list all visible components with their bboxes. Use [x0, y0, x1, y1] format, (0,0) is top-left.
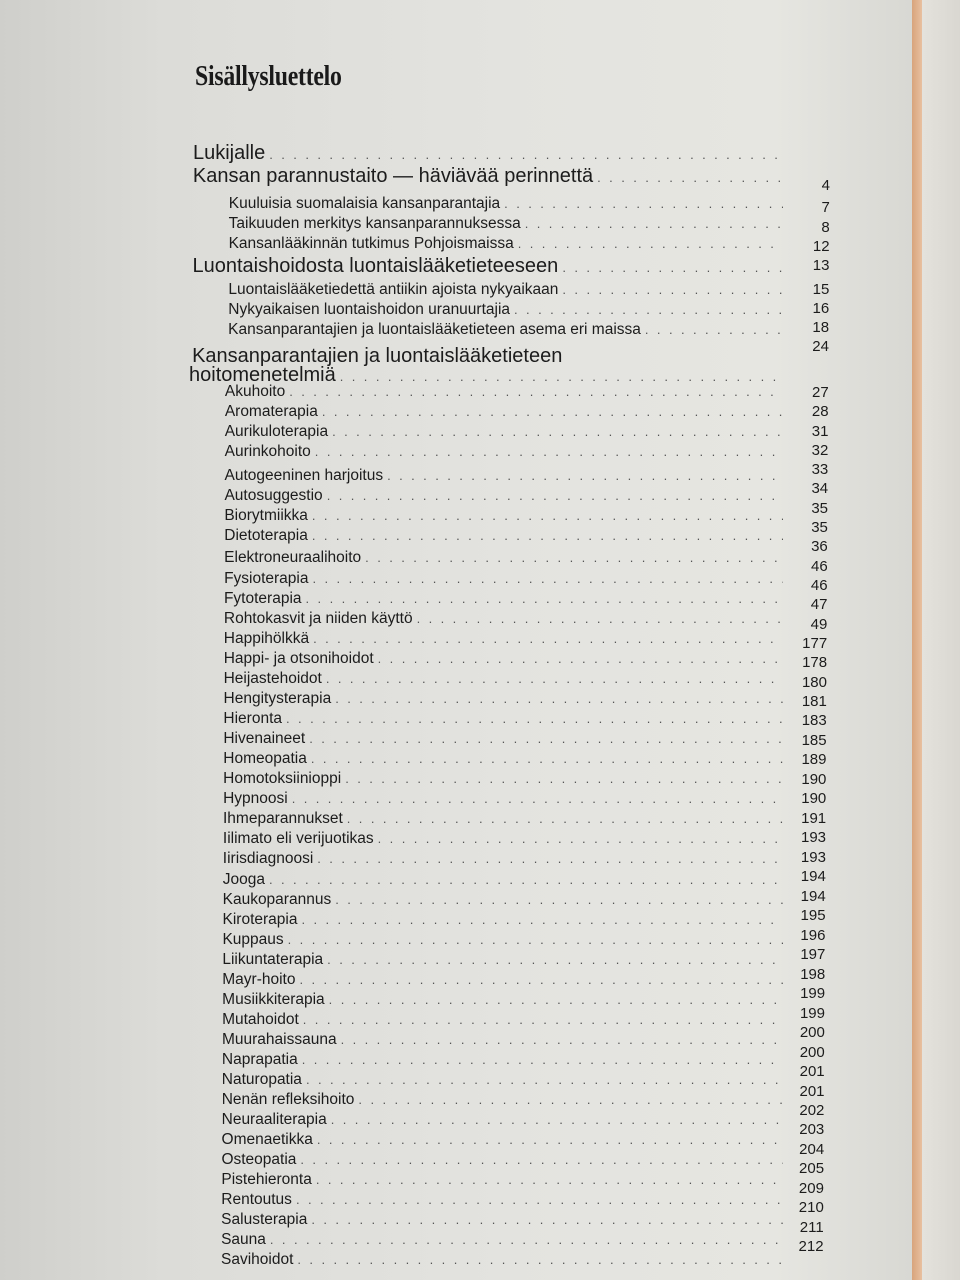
leader-dots — [335, 691, 783, 706]
toc-entry — [228, 321, 783, 345]
toc-entry-label: Elektroneuraalihoito — [224, 549, 362, 566]
toc-entry-label: Hypnoosi — [223, 790, 288, 807]
page-number: 199 — [799, 1005, 825, 1022]
toc-entry-label: Happi- ja otsonihoidot — [223, 650, 374, 667]
toc-entry-label: Rohtokasvit ja niiden käyttö — [223, 610, 413, 627]
toc-entry-label: hoitomenetelmiä — [189, 364, 336, 386]
leader-dots — [518, 236, 783, 251]
page-number: 4 — [821, 177, 830, 194]
page-number: 198 — [800, 966, 826, 983]
leader-dots — [514, 302, 783, 317]
leader-dots — [417, 611, 783, 626]
toc-entry-label: Sauna — [221, 1231, 266, 1248]
toc-entry — [192, 255, 783, 279]
next-page-edge — [922, 0, 960, 1280]
leader-dots — [297, 1252, 783, 1267]
toc-entry-label: Hivenaineet — [223, 730, 306, 747]
toc-entry-label: Iilimato eli verijuotikas — [222, 830, 374, 847]
page-number: 7 — [821, 199, 830, 216]
page-number: 36 — [811, 538, 828, 555]
leader-dots — [288, 932, 783, 947]
toc-entry-label: Taikuuden merkitys kansanparannuksessa — [228, 215, 521, 232]
leader-dots — [306, 1072, 783, 1087]
toc-entry-label: Neuraaliterapia — [221, 1111, 327, 1128]
toc-entry-label: Naprapatia — [221, 1051, 298, 1068]
toc-entry-label: Naturopatia — [221, 1071, 302, 1088]
toc-entry-label: Liikuntaterapia — [222, 951, 324, 968]
leader-dots — [327, 488, 783, 503]
toc-entry-label: Autogeeninen harjoitus — [224, 467, 384, 484]
page-number: 199 — [800, 985, 826, 1002]
leader-dots — [525, 216, 783, 231]
toc-entry-label: Kansan parannustaito — häviävää perinnettä — [192, 165, 594, 187]
page-number: 28 — [811, 403, 829, 420]
page-number: 35 — [811, 500, 829, 517]
toc-entry-label: Mayr-hoito — [222, 971, 296, 988]
toc-entry-label: Omenaetikka — [221, 1131, 313, 1148]
page-number: 197 — [800, 946, 826, 963]
leader-dots — [645, 322, 783, 337]
page-number: 35 — [811, 519, 828, 536]
page-number: 201 — [799, 1063, 825, 1080]
leader-dots — [300, 1152, 783, 1167]
leader-dots — [296, 1192, 783, 1207]
toc-entry-label: Ihmeparannukset — [222, 810, 343, 827]
toc-entry-label: Homeopatia — [223, 750, 307, 767]
leader-dots — [313, 571, 783, 586]
toc-entry-label: Salusterapia — [221, 1211, 308, 1228]
leader-dots — [309, 731, 783, 746]
toc-entry-label: Mutahoidot — [222, 1011, 299, 1028]
leader-dots — [311, 1212, 783, 1227]
leader-dots — [345, 771, 783, 786]
leader-dots — [303, 1012, 783, 1027]
page-number: 211 — [799, 1219, 824, 1236]
toc-entry-label: Nenän refleksihoito — [221, 1091, 355, 1108]
toc-entry-label: Autosuggestio — [224, 487, 323, 504]
toc-entry-label: Savihoidot — [221, 1251, 294, 1268]
page-number: 196 — [800, 927, 826, 944]
page-number: 34 — [811, 480, 829, 497]
page-number: 201 — [799, 1083, 825, 1100]
leader-dots — [347, 811, 783, 826]
toc-entry-label: Jooga — [222, 871, 265, 888]
leader-dots — [326, 671, 783, 686]
leader-dots — [302, 1052, 783, 1067]
leader-dots — [306, 591, 783, 606]
page-number: 200 — [799, 1024, 825, 1041]
toc-entry — [193, 165, 783, 189]
toc-entry-label: Hieronta — [223, 710, 283, 727]
toc-title: Sisällysluettelo — [195, 60, 342, 92]
leader-dots — [311, 751, 783, 766]
page-number: 193 — [800, 849, 826, 866]
page-number: 203 — [799, 1121, 825, 1138]
toc-entry — [193, 142, 783, 166]
leader-dots — [292, 791, 783, 806]
leader-dots — [301, 912, 783, 927]
toc-entry-label: Kansanparantajien ja luontaislääketieteen — [192, 345, 563, 367]
page-number: 195 — [800, 907, 826, 924]
page-number: 24 — [812, 338, 829, 355]
leader-dots — [331, 1112, 783, 1127]
leader-dots — [316, 1172, 783, 1187]
leader-dots — [341, 1032, 783, 1047]
leader-dots — [387, 468, 783, 483]
toc-entry — [225, 443, 783, 467]
leader-dots — [312, 528, 783, 543]
leader-dots — [312, 508, 783, 523]
page-number: 180 — [801, 674, 827, 691]
leader-dots — [597, 170, 783, 185]
toc-entry-label: Kansanparantajien ja luontaislääketieteen asema eri maissa — [228, 321, 641, 338]
toc-entry-label: Luontaishoidosta luontaislääketieteeseen — [192, 255, 559, 277]
toc-entry-label: Aurikuloterapia — [224, 423, 329, 440]
leader-dots — [504, 196, 783, 211]
page-number: 27 — [812, 384, 829, 401]
toc-entry-label: Luontaislääketiedettä antiikin ajoista nykyaikaan — [228, 281, 559, 298]
page-number: 189 — [801, 751, 827, 768]
leader-dots — [269, 872, 783, 887]
leader-dots — [329, 992, 783, 1007]
page-number: 16 — [812, 300, 830, 317]
leader-dots — [286, 711, 783, 726]
page-number: 194 — [800, 888, 826, 905]
toc-entry-label: Osteopatia — [221, 1151, 297, 1168]
toc-entry-label: Musiikkiterapia — [222, 991, 325, 1008]
page-number: 183 — [801, 712, 827, 729]
page-number: 200 — [799, 1044, 825, 1061]
toc-entry-label: Akuhoito — [224, 383, 286, 400]
leader-dots — [315, 444, 783, 459]
leader-dots — [332, 424, 783, 439]
toc-entry-label: Happihölkkä — [223, 630, 310, 647]
leader-dots — [313, 631, 783, 646]
page-number: 32 — [811, 442, 829, 459]
leader-dots — [289, 384, 783, 399]
page-number: 177 — [802, 635, 828, 652]
toc-entry-label: Biorytmiikka — [224, 507, 308, 524]
page-number: 12 — [812, 238, 830, 255]
toc-entry-label: Kansanlääkinnän tutkimus Pohjoismaissa — [228, 235, 514, 252]
page-number: 191 — [801, 810, 827, 827]
toc-entry-label: Fysioterapia — [224, 570, 309, 587]
toc-entry-label: Iirisdiagnoosi — [222, 850, 314, 867]
leader-dots — [335, 892, 783, 907]
page-number: 190 — [801, 771, 827, 788]
page-number: 47 — [810, 596, 828, 613]
toc-entry-label: Rentoutus — [221, 1191, 292, 1208]
toc-entry — [221, 1251, 783, 1275]
leader-dots — [378, 831, 783, 846]
toc-entry-label: Kuuluisia suomalaisia kansanparantajia — [228, 195, 501, 212]
leader-dots — [269, 147, 783, 162]
page-number: 18 — [812, 319, 830, 336]
leader-dots — [299, 972, 783, 987]
page-number: 178 — [802, 654, 828, 671]
page-number: 33 — [811, 461, 829, 478]
toc-entry-label: Lukijalle — [192, 142, 266, 164]
toc-entry-label: Aurinkohoito — [224, 443, 311, 460]
page-number: 15 — [812, 281, 830, 298]
page-number: 13 — [812, 257, 830, 274]
toc-entry-label: Heijastehoidot — [223, 670, 322, 687]
leader-dots — [317, 1132, 783, 1147]
leader-dots — [562, 282, 783, 297]
leader-dots — [322, 404, 783, 419]
page-edge — [912, 0, 922, 1280]
toc-entry-label: Kiroterapia — [222, 911, 298, 928]
toc-entry-label: Muurahaissauna — [221, 1031, 337, 1048]
leader-dots — [562, 260, 783, 275]
page-number: 212 — [798, 1238, 824, 1255]
leader-dots — [365, 550, 783, 565]
page-number: 204 — [799, 1141, 825, 1158]
page-number: 209 — [798, 1180, 824, 1197]
page-number: 190 — [801, 790, 827, 807]
toc-entry-label: Hengitysterapia — [223, 690, 332, 707]
leader-dots — [358, 1092, 783, 1107]
leader-dots — [270, 1232, 783, 1247]
leader-dots — [378, 651, 783, 666]
page-number: 202 — [799, 1102, 825, 1119]
page-number: 181 — [801, 693, 827, 710]
page-number: 46 — [810, 577, 828, 594]
page-number: 49 — [810, 616, 828, 633]
page-number: 210 — [798, 1199, 824, 1216]
page-number: 46 — [810, 558, 828, 575]
page-number: 8 — [821, 219, 830, 236]
toc-entry-label: Dietoterapia — [224, 527, 308, 544]
toc-entry-label: Fytoterapia — [223, 590, 302, 607]
leader-dots — [340, 369, 783, 384]
page-number: 185 — [801, 732, 827, 749]
page-number: 193 — [801, 829, 827, 846]
toc-entry-label: Homotoksiinioppi — [223, 770, 342, 787]
toc-entry-label: Kuppaus — [222, 931, 284, 948]
page-number: 205 — [799, 1160, 825, 1177]
leader-dots — [317, 851, 783, 866]
leader-dots — [327, 952, 783, 967]
toc-entry-label: Pistehieronta — [221, 1171, 312, 1188]
toc-entry-label: Aromaterapia — [224, 403, 318, 420]
toc-entry-label: Nykyaikaisen luontaishoidon uranuurtajia — [228, 301, 511, 318]
toc-entry — [224, 527, 783, 551]
page-number: 194 — [800, 868, 826, 885]
toc-entry-label: Kaukoparannus — [222, 891, 332, 908]
page-number: 31 — [811, 423, 829, 440]
